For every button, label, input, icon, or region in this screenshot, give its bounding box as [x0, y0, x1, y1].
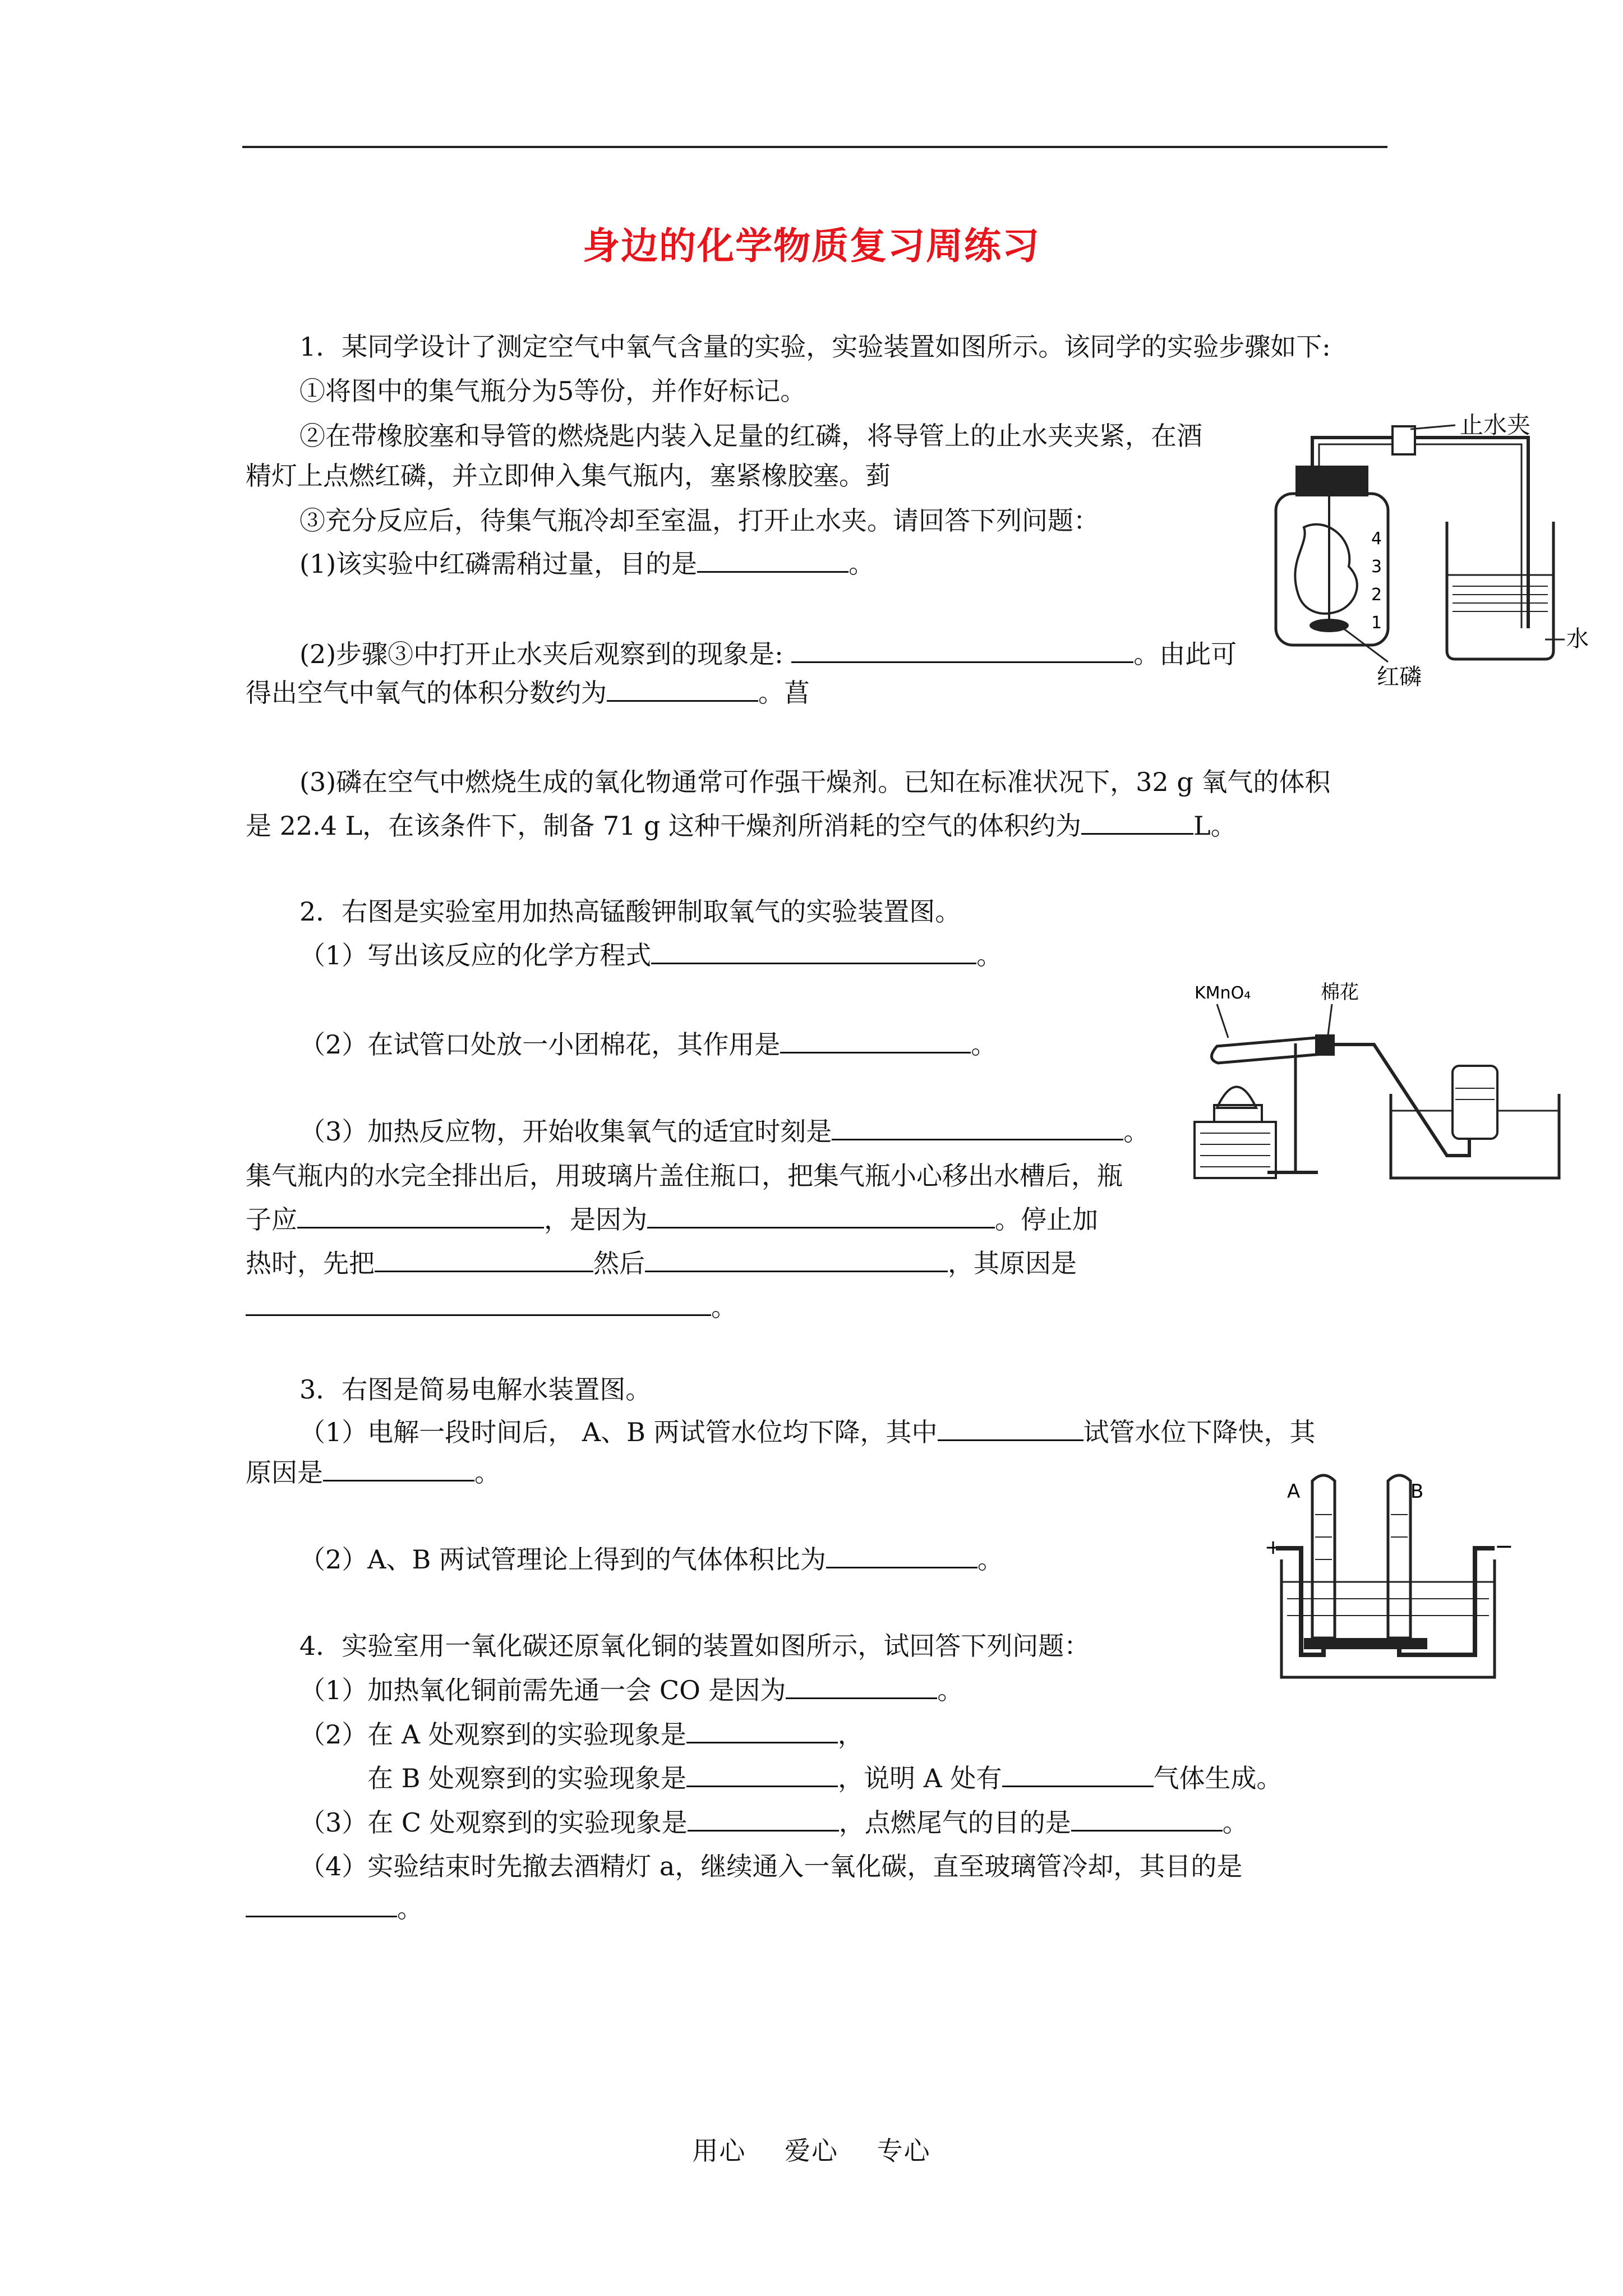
anode-sign: +: [1265, 1536, 1282, 1559]
tube-a: [1312, 1475, 1335, 1638]
q1-part2b-text: 得出空气中氧气的体积分数约为: [246, 678, 607, 708]
tube-holder: [1304, 1638, 1427, 1649]
q4-part3-end: 。: [1222, 1807, 1248, 1838]
cathode-sign: −: [1495, 1534, 1514, 1559]
header-rule: [242, 146, 1387, 148]
tube-b-label: B: [1410, 1480, 1424, 1503]
q2-part3-text: （3）加热反应物，开始收集氧气的适宜时刻是: [299, 1116, 832, 1147]
q3-part1-text: （1）电解一段时间后， A、B 两试管水位均下降，其中: [299, 1417, 938, 1447]
q2-part3c-blank1[interactable]: [297, 1204, 544, 1228]
page-title: 身边的化学物质复习周练习: [583, 224, 1040, 268]
q4-part3-text: （3）在 C 处观察到的实验现象是: [299, 1807, 688, 1838]
q4-intro: 4．实验室用一氧化碳还原氧化铜的装置如图所示，试回答下列问题：: [299, 1631, 1090, 1661]
q1-apparatus-figure: [1242, 404, 1589, 696]
wood-block: [1195, 1122, 1276, 1178]
q3-part1b-blank[interactable]: [323, 1457, 474, 1481]
q2-part3c-end: 。停止加: [995, 1204, 1098, 1235]
phosphorus-label: 红磷: [1377, 664, 1422, 690]
beaker: [1447, 522, 1553, 659]
q1-part3b: [246, 809, 1237, 843]
q2-part3d-text: 热时，先把: [246, 1248, 375, 1278]
q1-part1: [299, 547, 874, 581]
q2-part1-blank[interactable]: [651, 940, 976, 964]
q2-part3-blank[interactable]: [832, 1116, 1123, 1140]
q2-apparatus-figure: [1183, 970, 1565, 1184]
delivery-tube: [1335, 1045, 1469, 1156]
q3-part2: [299, 1543, 1003, 1576]
q2-part3d-mid: 然后: [593, 1248, 645, 1278]
q2-part3: [299, 1115, 1149, 1148]
kmno4-label: KMnO₄: [1195, 983, 1251, 1003]
q1-step3: ③充分反应后，待集气瓶冷却至室温，打开止水夹。请回答下列问题：: [299, 505, 1099, 536]
q4-part1-text: （1）加热氧化铜前需先通一会 CO 是因为: [299, 1675, 786, 1705]
mark-1: 1: [1371, 613, 1382, 633]
q1-part3b-text: 是 22.4 L，在该条件下，制备 71 g 这种干燥剂所消耗的空气的体积约为: [246, 811, 1082, 841]
q1-part2b: [246, 676, 810, 710]
q4-part2b-blank2[interactable]: [1002, 1763, 1154, 1787]
collecting-bottle: [1453, 1066, 1497, 1139]
q1-part1-end: 。: [849, 549, 875, 579]
smoke-shape: [1295, 524, 1357, 614]
q4-part2-blank[interactable]: [686, 1719, 838, 1743]
combustion-spoon: [1310, 619, 1349, 632]
q4-part1: [299, 1673, 963, 1707]
cotton-label: 棉花: [1321, 981, 1359, 1004]
q1-step2a: ②在带橡胶塞和导管的燃烧匙内装入足量的红磷，将导管上的止水夹夹紧，在酒: [299, 421, 1202, 451]
q2-part2-end: 。: [971, 1029, 997, 1060]
q3-part1: [299, 1415, 1316, 1449]
q4-part2-end: ，: [837, 1719, 864, 1750]
q3-intro: 3．右图是简易电解水装置图。: [299, 1374, 652, 1405]
q2-part3c-blank2[interactable]: [647, 1204, 995, 1228]
q4-part4b-blank[interactable]: [246, 1893, 397, 1917]
q1-part3b-end: L。: [1193, 811, 1237, 841]
q4-part2-text: （2）在 A 处观察到的实验现象是: [299, 1719, 686, 1750]
water-clamp: [1393, 426, 1415, 454]
q1-intro: 1．某同学设计了测定空气中氧气含量的实验，实验装置如图所示。该同学的实验步骤如下:: [299, 332, 1331, 362]
q2-part3c-mid: ，是因为: [544, 1204, 647, 1235]
q4-part2b: [367, 1761, 1283, 1795]
test-tube: [1211, 1037, 1329, 1063]
q1-step1: ①将图中的集气瓶分为5等份，并作好标记。: [299, 376, 806, 406]
q4-part4b: [246, 1892, 423, 1925]
q2-part3c-text: 子应: [246, 1204, 297, 1235]
q2-part3b: 集气瓶内的水完全排出后，用玻璃片盖住瓶口，把集气瓶小心移出水槽后，瓶: [246, 1161, 1123, 1191]
q2-part3e-blank[interactable]: [246, 1292, 711, 1316]
q1-part3a: (3)磷在空气中燃烧生成的氧化物通常可作强干燥剂。已知在标准状况下，32 g 氧气的体积: [299, 767, 1331, 797]
q1-part1-blank[interactable]: [697, 549, 849, 573]
q2-part3d: [246, 1246, 1077, 1280]
q4-part3: [299, 1806, 1248, 1839]
q3-electrolysis-figure: [1259, 1470, 1517, 1683]
q2-part3d-end: ，其原因是: [948, 1248, 1077, 1278]
q4-part4b-end: 。: [397, 1893, 423, 1924]
q1-part3b-blank[interactable]: [1081, 811, 1193, 835]
water-label: 水: [1566, 626, 1589, 652]
q4-part2b-end: 气体生成。: [1153, 1763, 1283, 1793]
q3-part1-blank[interactable]: [938, 1417, 1083, 1441]
tube-b: [1388, 1475, 1410, 1638]
q4-part2b-blank1[interactable]: [686, 1763, 838, 1787]
mark-2: 2: [1371, 585, 1382, 605]
q3-part2-text: （2）A、B 两试管理论上得到的气体体积比为: [299, 1544, 826, 1575]
q2-part3d-blank2[interactable]: [645, 1248, 948, 1272]
q2-part2-text: （2）在试管口处放一小团棉花，其作用是: [299, 1029, 781, 1060]
footer-item-3: 专心: [877, 2136, 931, 2166]
q1-part2-text: (2)步骤③中打开止水夹后观察到的现象是:: [299, 639, 783, 669]
q4-part2b-text: 在 B 处观察到的实验现象是: [367, 1763, 687, 1793]
footer-item-2: 爱心: [785, 2136, 838, 2166]
q4-part4: （4）实验结束时先撤去酒精灯 a，继续通入一氧化碳，直至玻璃管冷却，其目的是: [299, 1851, 1243, 1881]
mark-3: 3: [1371, 557, 1382, 577]
q2-part1: [299, 938, 1002, 972]
q2-intro: 2．右图是实验室用加热高锰酸钾制取氧气的实验装置图。: [299, 896, 961, 927]
q1-part2b-blank[interactable]: [607, 678, 758, 702]
q2-part3e: [246, 1290, 737, 1324]
mark-4: 4: [1371, 529, 1382, 549]
footer-item-1: 用心: [692, 2136, 746, 2166]
tube-a-label: A: [1287, 1480, 1301, 1503]
q3-part2-end: 。: [977, 1544, 1003, 1575]
q4-part2b-mid: ，说明 A 处有: [838, 1763, 1002, 1793]
q3-part1-end: 试管水位下降快，其: [1083, 1417, 1316, 1447]
q4-part1-end: 。: [937, 1675, 963, 1705]
q4-part3-mid: ，点燃尾气的目的是: [838, 1807, 1071, 1838]
q2-part3d-blank1[interactable]: [375, 1248, 593, 1272]
page-footer: [0, 2131, 1623, 2168]
q2-part1-end: 。: [976, 940, 1003, 970]
q2-part3-end: 。: [1123, 1116, 1150, 1147]
q3-part1b-end: 。: [474, 1457, 500, 1488]
q2-part1-text: （1）写出该反应的化学方程式: [299, 940, 652, 970]
q1-step2b: 精灯上点燃红磷，并立即伸入集气瓶内，塞紧橡胶塞。菿: [246, 461, 891, 491]
q2-part2: [299, 1028, 997, 1061]
q2-part3e-end: 。: [711, 1292, 737, 1322]
q2-part3c: [246, 1203, 1098, 1236]
clamp-label: 止水夹: [1460, 411, 1531, 439]
q1-part1-text: (1)该实验中红磷需稍过量，目的是: [299, 549, 698, 579]
q1-part2: [299, 637, 1237, 671]
q3-part2-blank[interactable]: [826, 1544, 978, 1568]
stopper: [1315, 1034, 1335, 1056]
q1-part2-end: 。由此可: [1133, 639, 1237, 669]
q4-part3-blank1[interactable]: [688, 1807, 839, 1832]
q2-part2-blank[interactable]: [780, 1029, 971, 1053]
q3-part1b-text: 原因是: [246, 1457, 323, 1488]
rubber-stopper: [1295, 466, 1368, 496]
q4-part2: [299, 1718, 864, 1751]
q3-part1b: [246, 1456, 500, 1489]
q1-part2-blank[interactable]: [791, 639, 1133, 663]
q4-part1-blank[interactable]: [786, 1675, 937, 1699]
q1-part2b-end: 。菖: [758, 678, 810, 708]
q4-part3-blank2[interactable]: [1071, 1807, 1223, 1832]
